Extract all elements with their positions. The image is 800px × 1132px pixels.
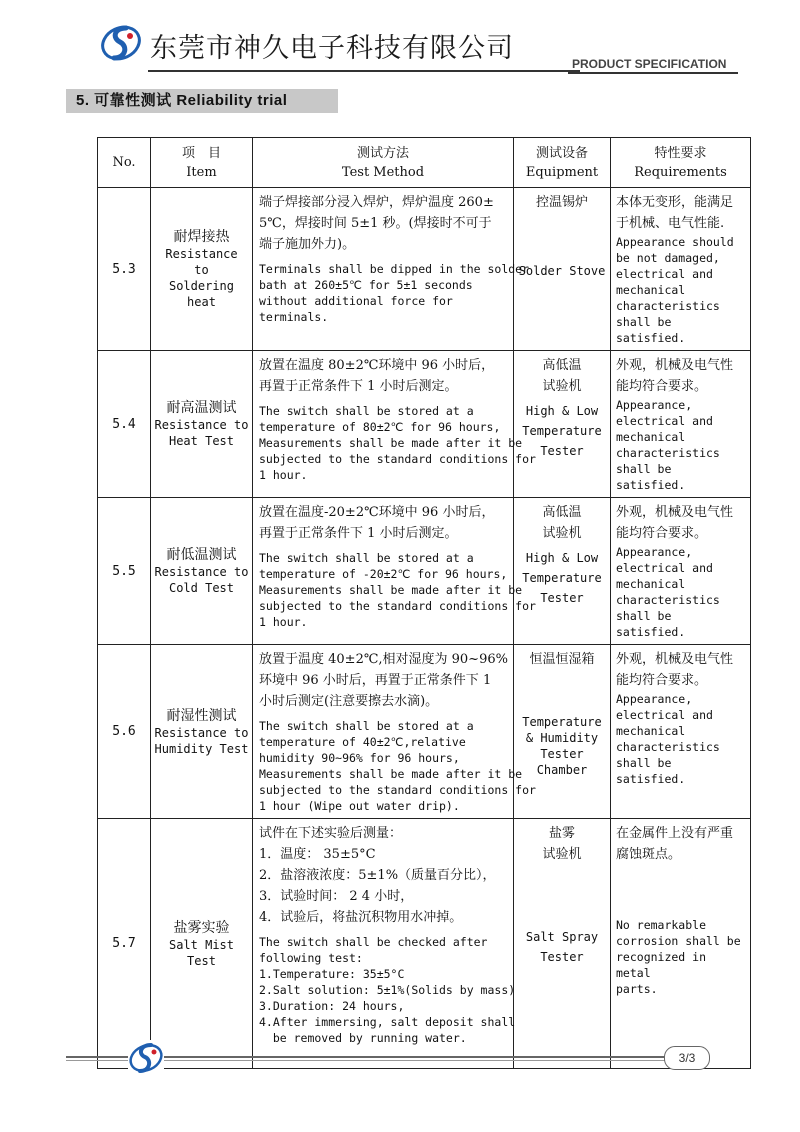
requirement-line-en: Appearance, [616,398,693,412]
requirement-line-en: be not damaged, [616,251,720,265]
test-equipment [514,819,611,1069]
equipment-en: Tester [540,950,584,964]
header-item: 项 目 Item [151,138,253,188]
method-line-en: temperature of 40±2℃,relative [259,735,466,749]
method-line-en: The switch shall be stored at a [259,719,474,733]
method-line-en: The switch shall be stored at a [259,404,474,418]
requirement-line-cn: 能均符合要求。 [616,379,708,394]
requirement-line-en: No remarkable [616,918,707,932]
table-row [98,645,751,819]
method-line-en: temperature of -20±2℃ for 96 hours, [259,567,508,581]
header-divider [148,70,580,72]
item-name-cn: 耐焊接热 [173,229,230,245]
equipment-en: Temperature [522,571,602,585]
requirement-line-en: shall be satisfied. [616,609,686,639]
method-line-en: without additional force for [259,294,453,308]
requirement-line-en: characteristics [616,593,720,607]
row-number: 5.7 [98,819,151,1069]
method-line-cn: 再置于正常条件下 1 小时后测定。 [259,379,458,394]
item-name-en: Soldering [168,279,235,293]
company-logo-icon [100,22,142,64]
test-equipment [514,498,611,645]
requirement-line-en: Appearance, [616,692,693,706]
item-name-en: Cold Test [168,581,235,595]
equipment-gap [516,865,608,927]
method-line-cn: 5℃，焊接时间 5±1 秒。(焊接时不可于 [259,216,492,231]
spec-underline [568,72,738,74]
test-item [151,188,253,351]
footer-logo-icon [128,1040,164,1076]
method-line-cn: 环境中 96 小时后，再置于正常条件下 1 [259,673,492,688]
test-equipment [514,188,611,351]
test-method [253,498,536,645]
method-line-cn: 3．试验时间： 2 4 小时， [259,889,414,904]
method-line-en: The switch shall be checked after [259,935,488,949]
method-line-en: Terminals shall be dipped in the solder [259,262,530,276]
test-requirements [611,645,751,819]
requirement-line-en: shall be satisfied. [616,462,686,492]
test-requirements [611,351,751,498]
method-line-en: be removed by running water. [259,1031,467,1045]
row-number: 5.4 [98,351,151,498]
method-line-en: 1 hour. [259,615,308,629]
table-row [98,498,751,645]
item-name-cn: 耐低温测试 [166,547,237,563]
item-name-en: Resistance to [154,565,249,579]
method-line-en: Measurements shall be made after it be [259,767,523,781]
header-no: No. [98,138,151,188]
method-line-en: 1 hour (Wipe out water drip). [259,799,460,813]
equipment-en: Chamber [536,763,588,777]
requirement-line-en: shall be satisfied. [616,756,686,786]
equipment-gap [516,670,608,714]
method-line-en: following test: [259,951,363,965]
method-line-en: temperature of 80±2℃ for 96 hours, [259,420,501,434]
item-name-en: Salt Mist [168,937,235,952]
method-line-en: Measurements shall be made after it be [259,583,523,597]
item-name-en: Humidity Test [154,741,249,756]
method-line-en: 4.After immersing, salt deposit shall [259,1015,516,1029]
item-name-cn: 耐湿性测试 [166,707,237,724]
page-number: 3/3 [664,1046,710,1070]
item-name-en: to [194,263,209,277]
section-title: 5. 可靠性测试 Reliability trial [66,89,338,113]
item-name-en: Resistance [165,247,238,261]
equipment-cn: 控温锡炉 [535,195,588,210]
requirement-line-en: electrical and [616,561,713,575]
method-line-en: 2.Salt solution: 5±1%(Solids by mass) [259,983,516,997]
method-line-cn: 放置在温度 80±2℃环境中 96 小时后， [259,358,495,373]
requirement-line-cn: 本体无变形，能满足 [616,195,734,210]
requirement-gap [616,865,746,917]
requirement-line-cn: 于机械、电气性能. [616,216,725,231]
test-method [253,351,536,498]
requirement-line-en: electrical and [616,708,713,722]
item-name-en: Resistance to [154,725,249,740]
requirement-line-en: characteristics [616,740,720,754]
method-line-cn: 端子施加外力)。 [259,237,356,252]
method-line-cn: 再置于正常条件下 1 小时后测定。 [259,526,458,541]
requirement-line-en: characteristics [616,299,720,313]
requirement-line-cn: 外观，机械及电气性 [616,505,734,520]
requirement-line-en: mechanical [616,724,686,738]
test-requirements [611,188,751,351]
equipment-en: Temperature [522,715,602,729]
method-line-en: 3.Duration: 24 hours, [259,999,405,1013]
test-requirements [611,819,751,1069]
item-name-cn: 耐高温测试 [166,400,237,416]
requirement-line-cn: 能均符合要求。 [616,673,708,688]
requirement-line-en: characteristics [616,446,720,460]
table-header-row [98,138,751,188]
test-method [253,188,530,351]
equipment-en: Temperature [522,424,602,438]
test-equipment [514,351,611,498]
equipment-en: Salt Spray [525,930,599,944]
test-item [151,498,253,645]
method-line-cn: 试件在下述实验后测量： [259,826,403,841]
item-name-cn: 盐雾实验 [173,919,230,936]
header-method: 测试方法 Test Method [253,138,514,188]
requirement-line-en: electrical and [616,414,713,428]
equipment-gap [516,213,608,261]
method-line-cn: 端子焊接部分浸入焊炉，焊炉温度 260± [259,195,494,210]
requirement-line-en: Appearance, [616,545,693,559]
equipment-en: & Humidity [525,731,599,745]
item-name-en: heat [187,295,216,309]
requirement-line-en: shall be satisfied. [616,315,686,345]
equipment-en: Tester [540,591,584,605]
method-line-en: 1.Temperature: 35±5°C [259,967,405,981]
method-line-en: The switch shall be stored at a [259,551,474,565]
method-line-en: Measurements shall be made after it be [259,436,523,450]
method-line-en: subjected to the standard conditions for [259,783,536,797]
method-line-cn: 2．盐溶液浓度：5±1%（质量百分比）， [259,868,496,883]
method-line-en: 1 hour. [259,468,308,482]
row-number: 5.5 [98,498,151,645]
item-name-en: Test [187,953,216,968]
item-name-en: Heat Test [168,434,235,448]
method-line-cn: 1．温度： 35±5°C [259,847,376,862]
test-item [151,351,253,498]
requirement-line-en: mechanical [616,577,686,591]
row-number: 5.3 [98,188,151,351]
requirement-line-en: parts. [616,982,658,996]
equipment-cn: 盐雾 试验机 [542,826,582,862]
row-number: 5.6 [98,645,151,819]
equipment-en: High & Low [525,551,599,565]
page-header [0,0,800,80]
reliability-table [97,137,751,1069]
method-line-cn: 小时后测定(注意要擦去水滴)。 [259,694,439,709]
method-line-en: humidity 90~96% for 96 hours, [259,751,460,765]
table-row [98,351,751,498]
requirement-line-en: recognized in metal [616,950,707,980]
equipment-en: Tester [540,444,584,458]
item-name-en: Resistance to [154,418,249,432]
test-method [253,819,514,1069]
method-line-en: subjected to the standard conditions for [259,452,536,466]
requirement-line-en: Appearance should [616,235,734,249]
company-name: 东莞市神久电子科技有限公司 [150,33,514,64]
equipment-en: Solder Stove [518,264,606,278]
equipment-cn: 恒温恒湿箱 [529,652,595,667]
requirement-line-cn: 能均符合要求。 [616,526,708,541]
header-requirements: 特性要求 Requirements [611,138,751,188]
test-method [253,645,536,819]
table-row [98,819,751,1069]
requirement-line-en: corrosion shall be [616,934,741,948]
method-line-en: subjected to the standard conditions for [259,599,536,613]
method-line-en: terminals. [259,310,329,324]
requirement-line-en: mechanical [616,430,686,444]
equipment-cn: 高低温 试验机 [542,505,582,541]
requirement-line-en: electrical and [616,267,713,281]
test-item [151,645,253,819]
method-line-cn: 放置在温度-20±2℃环境中 96 小时后， [259,505,495,520]
method-line-en: bath at 260±5℃ for 5±1 seconds [259,278,473,292]
equipment-en: Tester [540,747,584,761]
method-line-cn: 4．试验后，将盐沉积物用水冲掉。 [259,910,463,925]
test-requirements [611,498,751,645]
spec-label: PRODUCT SPECIFICATION [572,57,727,71]
requirement-line-cn: 在金属件上没有严重 [616,826,734,841]
method-line-cn: 放置于温度 40±2℃,相对湿度为 90~96% [259,652,508,667]
table-row [98,188,751,351]
equipment-cn: 高低温 试验机 [542,358,582,394]
requirement-line-cn: 腐蚀斑点。 [616,847,682,862]
header-equipment: 测试设备 Equipment [514,138,611,188]
requirement-line-cn: 外观，机械及电气性 [616,358,734,373]
equipment-en: High & Low [525,404,599,418]
test-item [151,819,253,1069]
requirement-line-cn: 外观，机械及电气性 [616,652,734,667]
requirement-line-en: mechanical [616,283,686,297]
